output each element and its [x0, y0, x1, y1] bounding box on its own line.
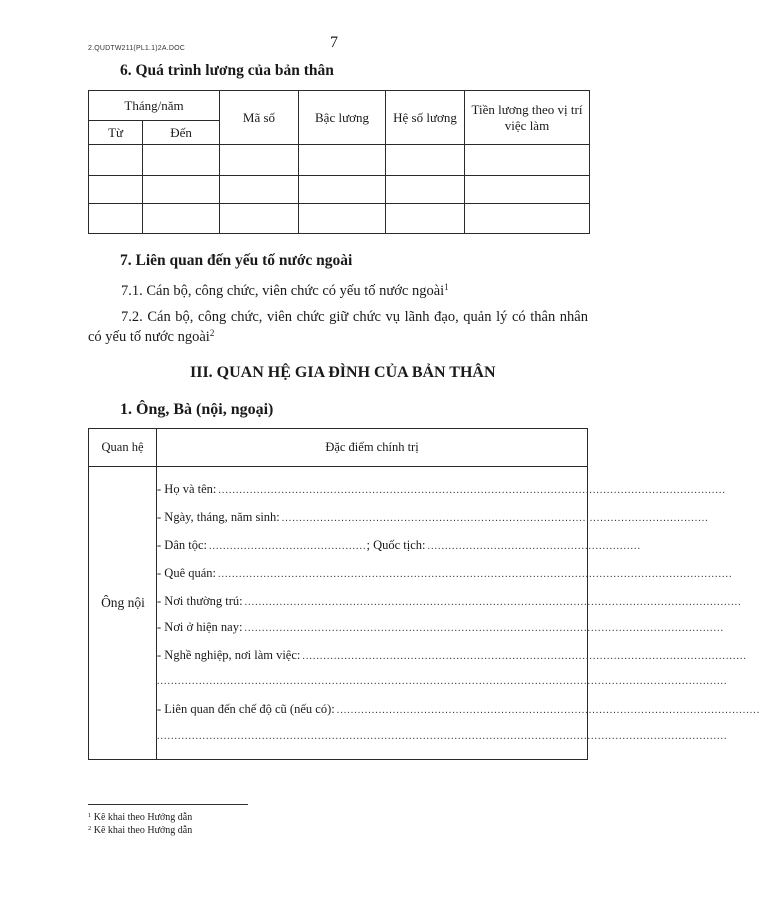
cell-from[interactable]	[89, 145, 143, 175]
field-nationality-label: ; Quốc tịch:	[366, 538, 426, 552]
cell-grade[interactable]	[299, 203, 386, 233]
table-row	[89, 203, 590, 233]
header-political	[157, 429, 588, 467]
section-3-1-title: 1. Ông, Bà (nội, ngoại)	[120, 401, 274, 418]
header-from: Từ	[89, 121, 143, 145]
document-code: 2.QUDTW211(PL1.1)2A.DOC	[88, 45, 186, 52]
cell-coefficient[interactable]	[386, 203, 465, 233]
cell-from[interactable]	[89, 175, 143, 203]
field-current-residence-label: - Nơi ở hiện nay:	[157, 620, 243, 634]
field-residence[interactable]: - Nơi thường trú: ..............................................................................................................................................	[157, 594, 742, 608]
field-dob[interactable]: - Ngày, tháng, năm sinh: ..........................................................................................................................	[157, 510, 709, 524]
cell-grade[interactable]	[299, 175, 386, 203]
cell-code[interactable]	[220, 175, 299, 203]
field-occupation[interactable]: - Nghề nghiệp, nơi làm việc: ...............................................................................................................................	[157, 648, 747, 662]
header-coefficient: Hệ số lương	[386, 91, 465, 145]
footnote-ref-2: 2	[209, 328, 215, 338]
cell-salary[interactable]	[465, 145, 590, 175]
section-7-title: 7. Liên quan đến yếu tố nước ngoài	[120, 252, 353, 269]
cell-code[interactable]	[220, 203, 299, 233]
field-name-label: - Họ và tên:	[157, 482, 217, 496]
cell-grade[interactable]	[299, 145, 386, 175]
section-3-title: III. QUAN HỆ GIA ĐÌNH CỦA BẢN THÂN	[190, 364, 496, 381]
footnote-separator	[88, 804, 248, 805]
table-row	[89, 145, 590, 175]
field-hometown-label: - Quê quán:	[157, 566, 217, 580]
section-7-1-text: 7.1. Cán bộ, công chức, viên chức có yếu tố nước ngoài	[121, 283, 445, 299]
cell-code[interactable]	[220, 145, 299, 175]
cell-to[interactable]	[143, 203, 220, 233]
cell-coefficient[interactable]	[386, 145, 465, 175]
grandfather-row	[89, 467, 760, 760]
footnote-2-mark: 2	[88, 825, 92, 832]
footnote-1	[88, 812, 192, 823]
field-old-regime-continued[interactable]: ...................................................................................................................................................................	[157, 731, 728, 742]
cell-from[interactable]	[89, 203, 143, 233]
header-salary-position	[465, 91, 590, 145]
field-old-regime-label: - Liên quan đến chế độ cũ (nếu có):	[157, 702, 335, 716]
footnote-ref-1: 1	[444, 282, 449, 292]
row-label-grandfather: Ông nội	[101, 595, 145, 610]
section-6-title: 6. Quá trình lương của bản thân	[120, 62, 334, 79]
table-row	[89, 175, 590, 203]
cell-coefficient[interactable]	[386, 175, 465, 203]
footnote-1-text: Kê khai theo Hướng dẫn	[93, 812, 193, 823]
header-grade: Bậc lương	[299, 91, 386, 145]
field-occupation-continued[interactable]: ...................................................................................................................................................................	[157, 676, 728, 687]
header-month-year: Tháng/năm	[89, 91, 220, 121]
field-hometown[interactable]: - Quê quán: ...................................................................................................................................................	[157, 566, 733, 580]
field-old-regime[interactable]: - Liên quan đến chế độ cũ (nếu có): .........................................................................................................................	[157, 702, 760, 716]
field-occupation-label: - Nghề nghiệp, nơi làm việc:	[157, 648, 301, 662]
footnote-2-text: Kê khai theo Hướng dẫn	[93, 825, 193, 836]
header-salary-position-text: Tiền lương theo vị trí việc làm	[471, 101, 583, 133]
header-relation: Quan hệ	[89, 429, 157, 467]
header-political-text: Đặc điểm chính trị	[325, 440, 419, 454]
header-code: Mã số	[220, 91, 299, 145]
cell-salary[interactable]	[465, 175, 590, 203]
field-ethnicity[interactable]: - Dân tộc: .............................................; Quốc tịch: .............................................................	[157, 538, 641, 552]
field-name[interactable]: - Họ và tên: .................................................................................................................................................	[157, 482, 726, 496]
section-7-2	[88, 307, 588, 347]
field-dob-label: - Ngày, tháng, năm sinh:	[157, 510, 280, 524]
footnote-1-mark: 1	[88, 812, 92, 819]
field-current-residence[interactable]: - Nơi ở hiện nay: .........................................................................................................................................	[157, 620, 724, 634]
salary-history-table	[88, 90, 590, 234]
footnote-2	[88, 825, 192, 836]
cell-salary[interactable]	[465, 203, 590, 233]
field-ethnicity-label: - Dân tộc:	[157, 538, 207, 552]
cell-to[interactable]	[143, 145, 220, 175]
header-to: Đến	[143, 121, 220, 145]
family-relations-table	[88, 428, 760, 760]
page-number: 7	[330, 34, 338, 51]
section-7-1	[121, 281, 449, 301]
cell-to[interactable]	[143, 175, 220, 203]
section-7-2-text: 7.2. Cán bộ, công chức, viên chức giữ chức vụ lãnh đạo, quản lý có thân nhân có yếu tố nước ngoài	[88, 309, 588, 345]
field-residence-label: - Nơi thường trú:	[157, 594, 243, 608]
